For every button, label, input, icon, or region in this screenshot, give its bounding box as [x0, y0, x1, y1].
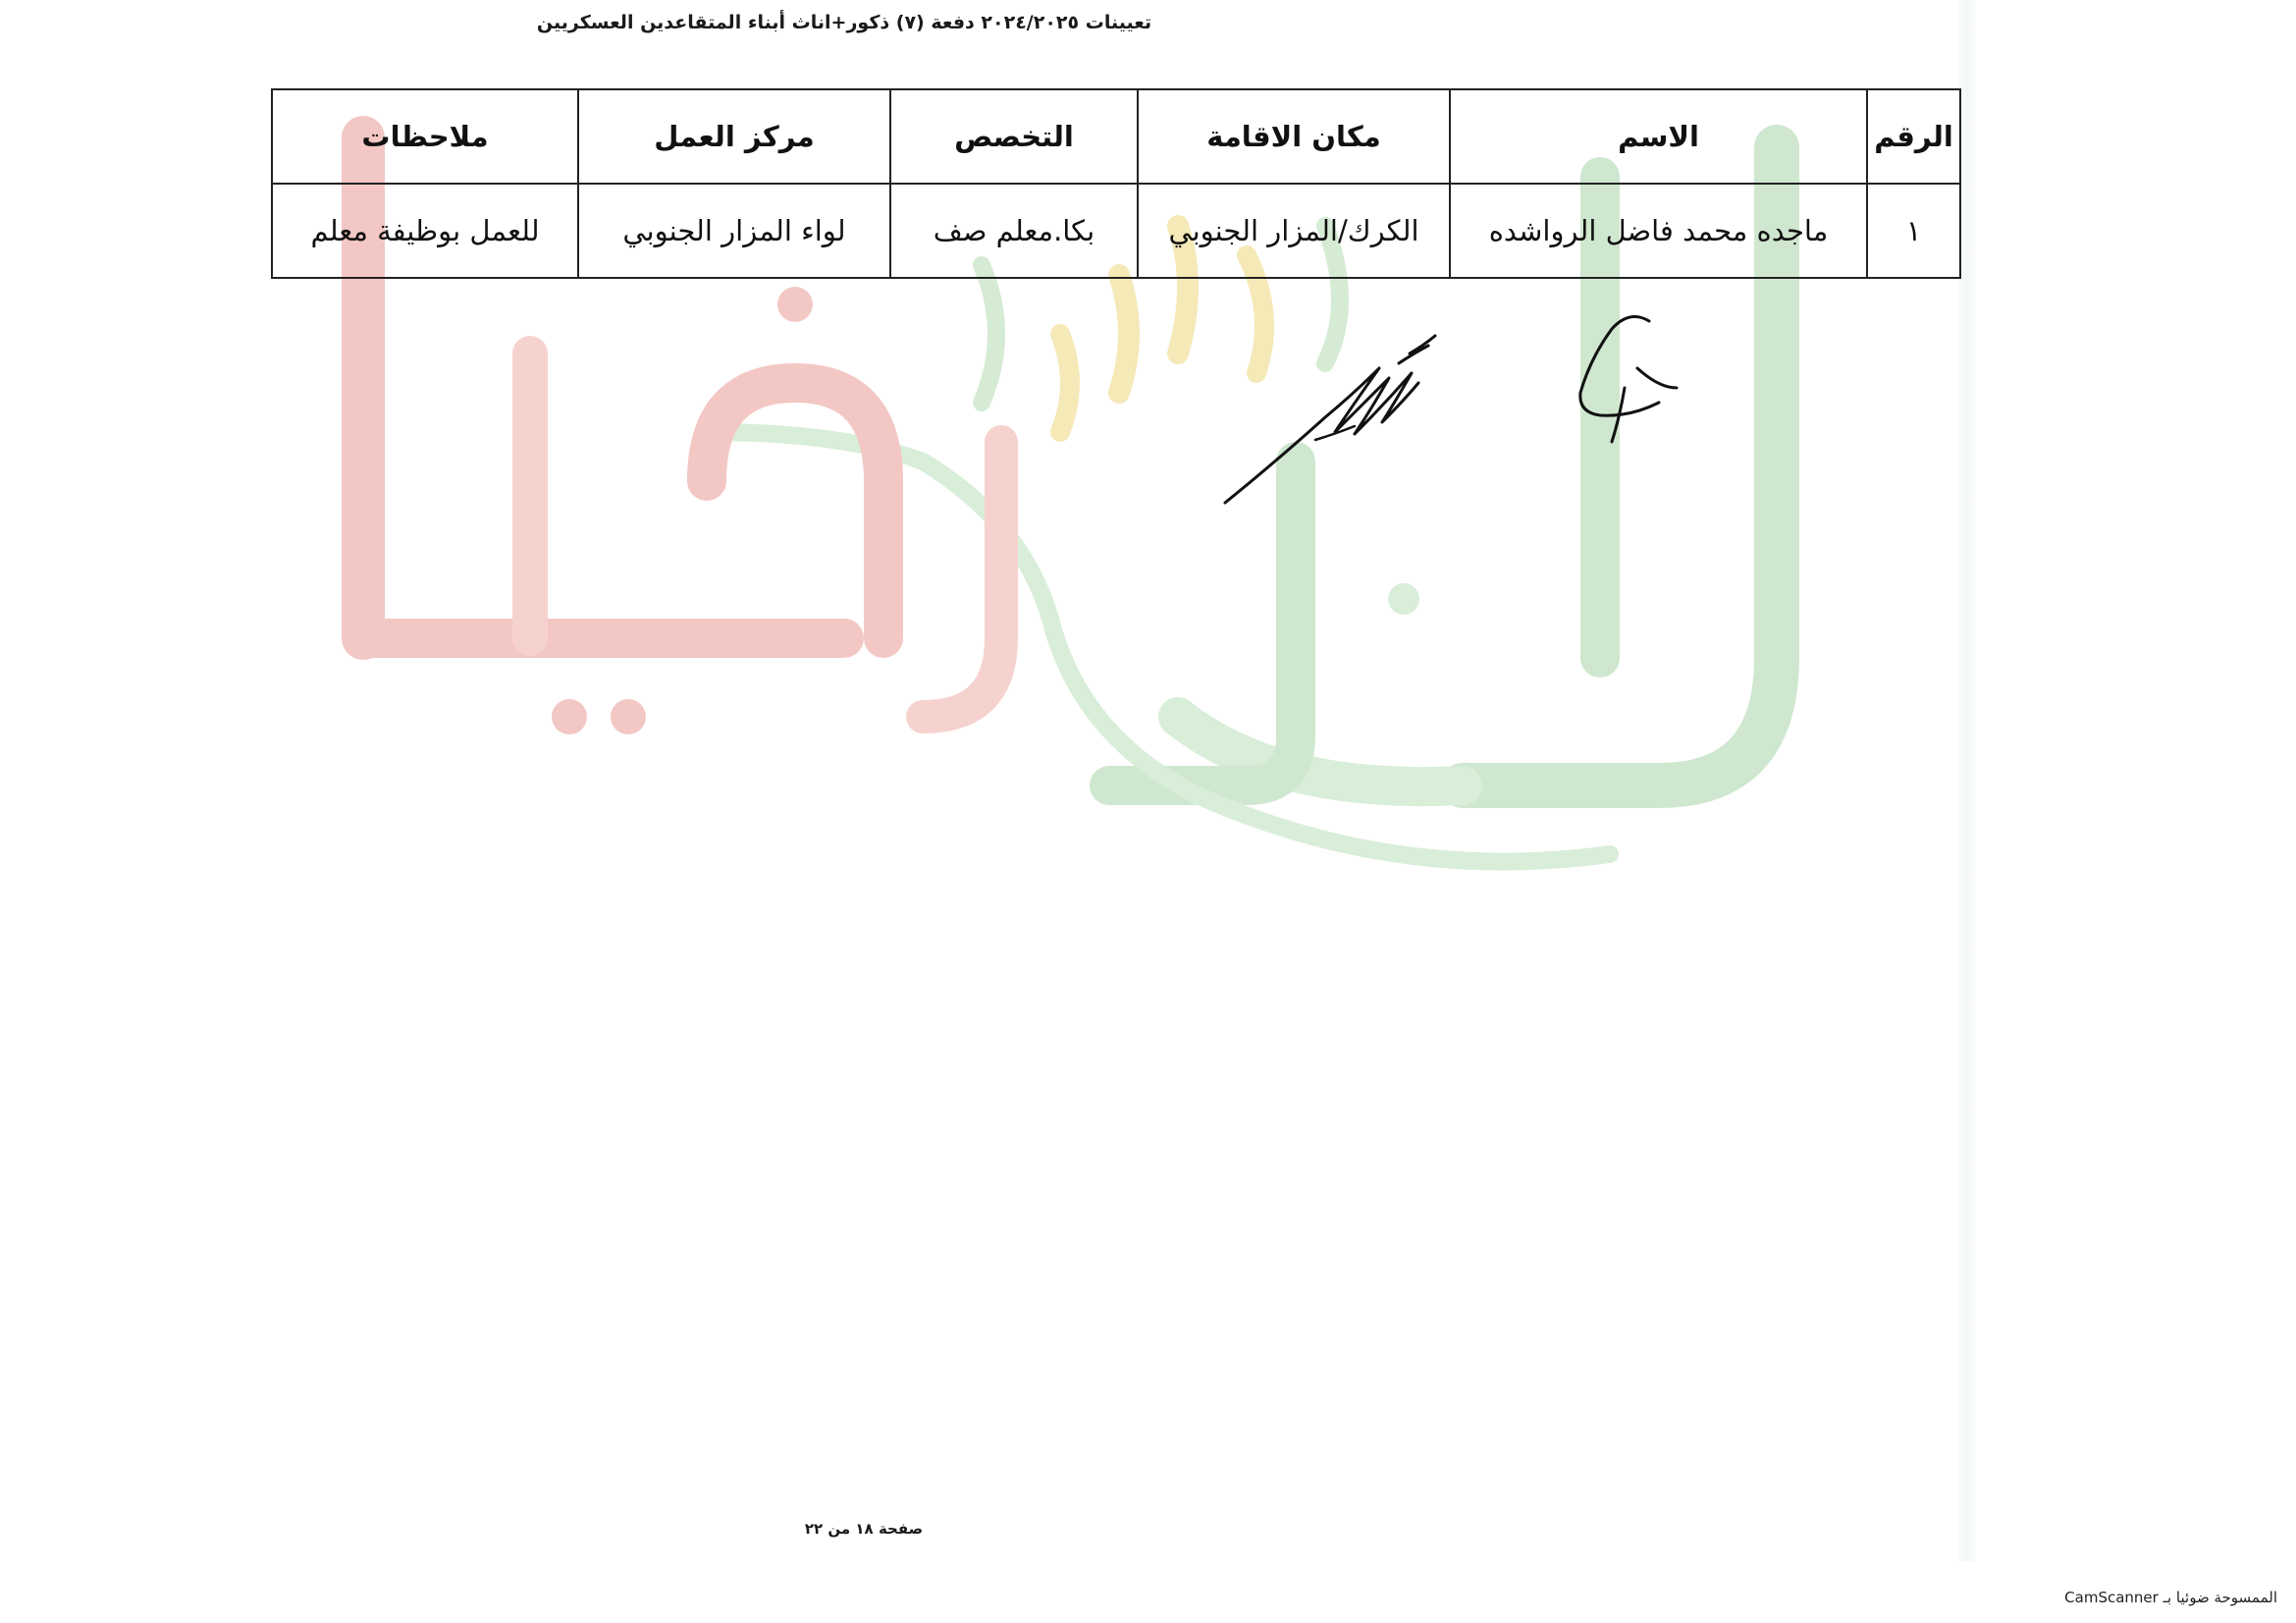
- table-header-row: [272, 89, 1960, 184]
- page-number: صفحة ١٨ من ٢٢: [804, 1520, 924, 1538]
- signature-left: [1217, 324, 1453, 511]
- header-residence: مكان الاقامة: [1138, 89, 1450, 184]
- header-name: الاسم: [1450, 89, 1867, 184]
- table-row: [272, 184, 1960, 278]
- appointments-table: [271, 88, 1961, 279]
- camscanner-label: الممسوحة ضوئيا بـ CamScanner: [2064, 1589, 2277, 1606]
- header-number: الرقم: [1867, 89, 1960, 184]
- header-specialization: التخصص: [890, 89, 1138, 184]
- cell-name: ماجده محمد فاضل الرواشده: [1450, 184, 1867, 278]
- signature-right: [1551, 309, 1688, 447]
- cell-specialization: بكا.معلم صف: [890, 184, 1138, 278]
- cell-work-center: لواء المزار الجنوبي: [578, 184, 890, 278]
- header-work-center: مركز العمل: [578, 89, 890, 184]
- cell-notes: للعمل بوظيفة معلم: [272, 184, 578, 278]
- cell-number: ١: [1867, 184, 1960, 278]
- document-title: تعيينات ٢٠٢٤/٢٠٢٥ دفعة (٧) ذكور+اناث أبناء المتقاعدين العسكريين: [536, 12, 1152, 33]
- header-notes: ملاحظات: [272, 89, 578, 184]
- cell-residence: الكرك/المزار الجنوبي: [1138, 184, 1450, 278]
- table-container: [310, 88, 1961, 277]
